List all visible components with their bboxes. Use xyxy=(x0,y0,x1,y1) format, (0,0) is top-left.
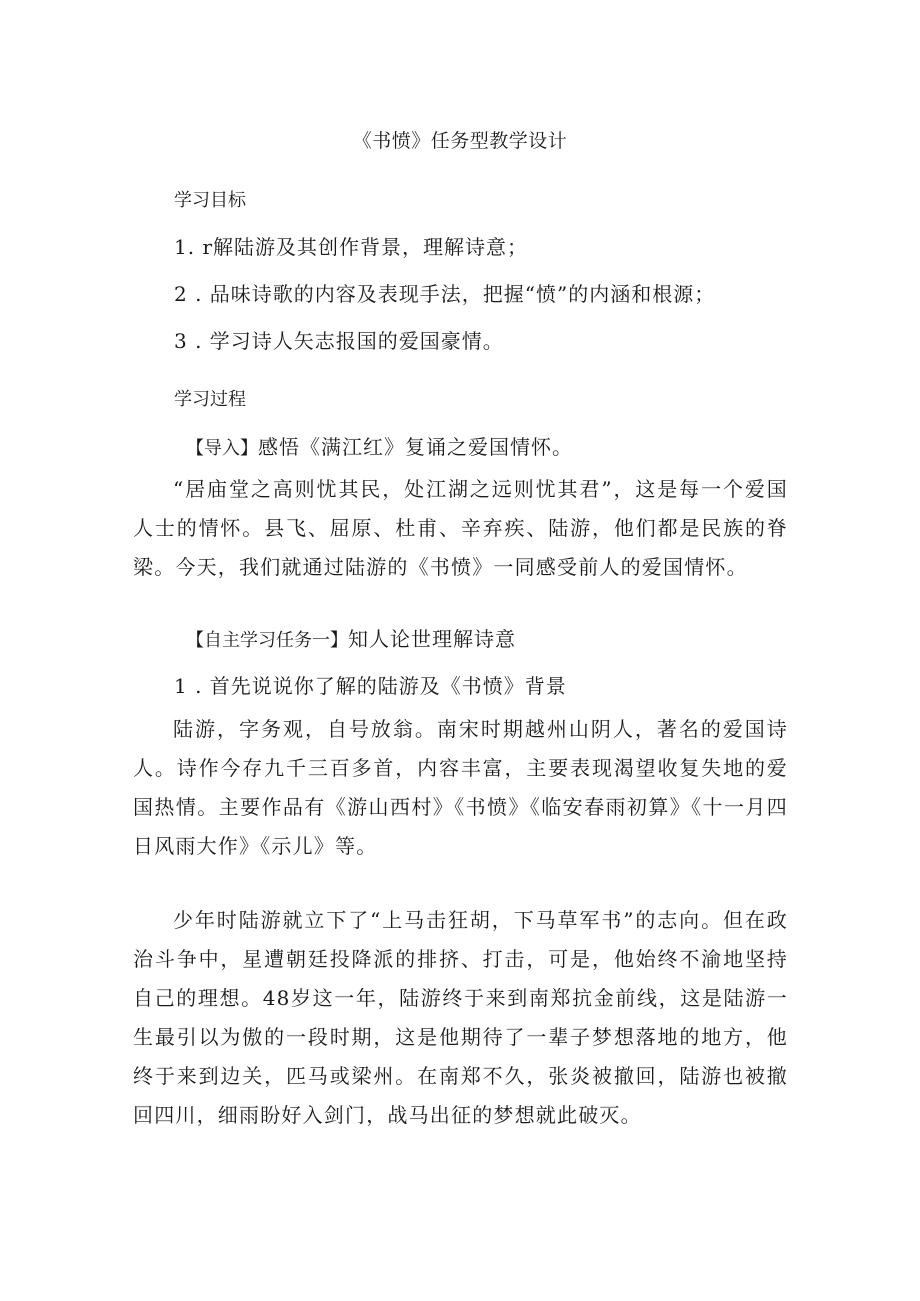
task1-tag: 【自主学习任务一】 xyxy=(186,630,348,651)
story-paragraph: 少年时陆游就立下了“上马击狂胡，下马草军书”的志向。但在政治斗争中，星遭朝廷投降派的排挤、打击，可是，他始终不渝地坚持自己的理想。48岁这一年，陆游终于来到南郑抗金前线，这是陆游一生最引以为傲的一段时期，这是他期待了一辈子梦想落地的地方，他终于来到边关，匹马或梁州。在南郑不久，张炎被撤回，陆游也被撤回四川，细雨盼好入剑门，战马出征的梦想就此破灭。 xyxy=(133,908,788,1127)
intro-tag: 【导入】 xyxy=(186,438,258,459)
objective-item: 2 . 品味诗歌的内容及表现手法，把握“愤”的内涵和根源； xyxy=(174,282,716,306)
intro-line xyxy=(186,431,573,460)
objective-item: 3 . 学习诗人矢志报国的爱国豪情。 xyxy=(174,329,504,353)
process-heading: 学习过程 xyxy=(174,389,246,410)
objectives-heading: 学习目标 xyxy=(174,190,246,211)
task1-line xyxy=(186,623,516,652)
intro-paragraph: “居庙堂之高则忧其民，处江湖之远则忧其君”，这是每一个爱国人士的情怀。县飞、屈原、杜甫、辛弃疾、陆游，他们都是民族的脊梁。今天，我们就通过陆游的《书愤》一同感受前人的爱国情怀。 xyxy=(133,477,788,579)
task1-text: 知人论世理解诗意 xyxy=(348,627,516,651)
objective-item: 1. r解陆游及其创作背景，理解诗意； xyxy=(174,235,528,259)
document-title: 《书愤》任务型教学设计 xyxy=(352,130,568,152)
bio-paragraph: 陆游，字务观，自号放翁。南宋时期越州山阴人，著名的爱国诗人。诗作今存九千三百多首，内容丰富，主要表现渴望收复失地的爱国热情。主要作品有《游山西村》《书愤》《临安春雨初算》《十一月四日风雨大作》《示儿》等。 xyxy=(133,717,788,858)
intro-text: 感悟《满江红》复诵之爱国情怀。 xyxy=(258,435,573,459)
task1-item: 1 . 首先说说你了解的陆游及《书愤》背景 xyxy=(174,674,567,698)
